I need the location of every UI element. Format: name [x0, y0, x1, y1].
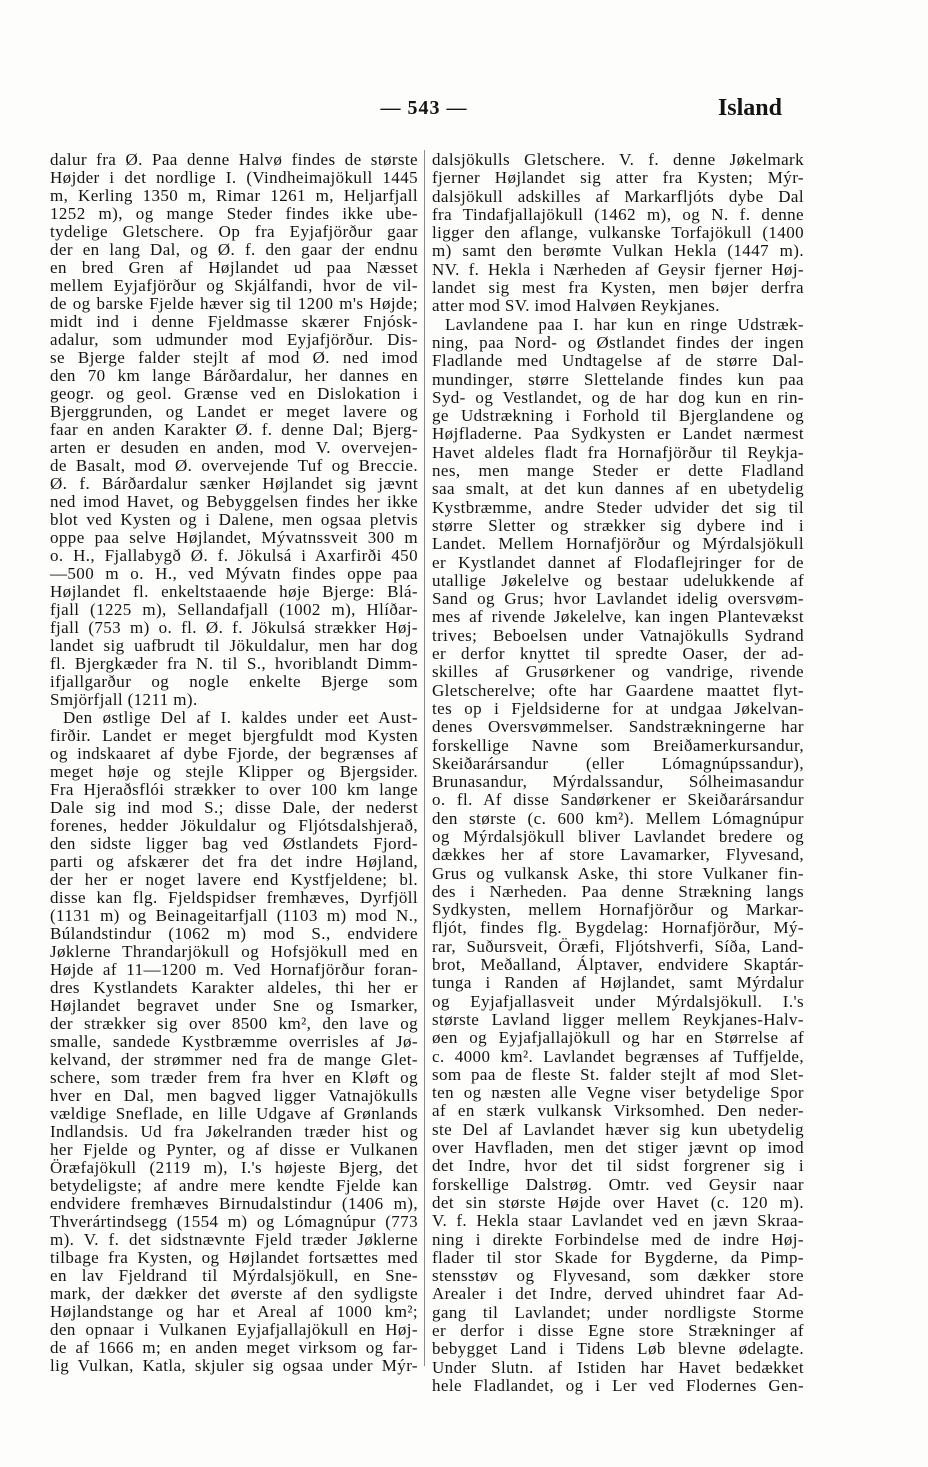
text-line: mellem Eyjafjörður og Skjálfandi, hvor de vil- — [50, 276, 418, 295]
text-line: ned imod Havet, og Bebyggelsen findes her ikke — [50, 492, 418, 511]
text-line: m). V. f. det sidstnævnte Fjeld træder Jøklerne — [50, 1230, 418, 1249]
text-line: Arealer i det Indre, derved uhindret faar Ad- — [432, 1284, 804, 1304]
text-line: landet sig uafbrudt til Jökuldalur, men har dog — [50, 636, 418, 655]
text-line: dækkes her af store Lavamarker, Flyvesand, — [432, 845, 804, 865]
running-head: Island — [717, 95, 782, 121]
text-line: Skeiðarársandur (eller Lómagnúpssandur), — [432, 753, 804, 773]
text-line: bebygget Land i Tidens Løb blevne ødelagte. — [432, 1339, 804, 1359]
text-line: og indskaaret af dybe Fjorde, der begrænses af — [50, 744, 418, 763]
text-line: Búlandstindur (1062 m) mod S., endvidere — [50, 924, 418, 943]
text-line: det Indre, hvor det til sidst forgrener sig i — [432, 1156, 804, 1176]
text-line: Højlandstange og har et Areal af 1000 km²; — [50, 1302, 418, 1321]
text-line: dalsjökull adskilles af Markarfljóts dybe Dal — [432, 186, 804, 206]
text-line: hele Fladlandet, og i Ler ved Flodernes Gen- — [432, 1375, 804, 1395]
text-line: flader til stor Skade for Bygderne, da Pimp- — [432, 1247, 804, 1267]
text-line: Landet. Mellem Hornafjörður og Mýrdalsjökull — [432, 534, 804, 554]
text-line: faar en anden Karakter Ø. f. denne Dal; Bjerg- — [50, 420, 418, 439]
text-line: m) samt den berømte Vulkan Hekla (1447 m). — [432, 241, 804, 261]
text-line: Ø. f. Bárðardalur sænker Højlandet sig jævnt — [50, 474, 418, 493]
text-column-right — [432, 151, 804, 1395]
text-line: hver en Dal, men bagved ligger Vatnajökulls — [50, 1086, 418, 1105]
text-line: betydeligste; af andre mere kendte Fjelde kan — [50, 1176, 418, 1195]
paragraph — [432, 316, 804, 1396]
text-line: største Lavland ligger mellem Reykjanes-Halv- — [432, 1009, 804, 1029]
text-line: mundinger, større Slettelande findes kun paa — [432, 369, 804, 389]
text-line: de og barske Fjelde hæver sig til 1200 m's Højde; — [50, 294, 418, 313]
text-line: der strækker sig over 8500 km², den lave og — [50, 1014, 418, 1033]
text-line: blot ved Kysten og i Dalene, men ogsaa pletvis — [50, 510, 418, 529]
paragraph — [50, 709, 418, 1375]
text-line: rar, Suðursveit, Öræfi, Fljótshverfi, Síða, Land- — [432, 936, 804, 956]
text-line: tes op i Fjeldsiderne for at undgaa Jøkelvan- — [432, 698, 804, 718]
text-line: Havet aldeles fladt fra Hornafjörður til Reykja- — [432, 442, 804, 462]
text-line: des i Nærheden. Paa denne Strækning langs — [432, 881, 804, 901]
text-line: Lavlandene paa I. har kun en ringe Udstræk- — [445, 314, 804, 334]
text-line: dalur fra Ø. Paa denne Halvø findes de største — [50, 150, 418, 169]
text-line: den sidste ligger bag ved Østlandets Fjord- — [50, 834, 418, 853]
text-line: Jøklerne Thrandarjökull og Hofsjökull med en — [50, 942, 418, 961]
text-line: en bred Gren af Højlandet ud paa Næsset — [50, 258, 418, 277]
text-line: fljót, findes flg. Bygdelag: Hornafjörður, Mý- — [432, 918, 804, 938]
text-line: ge Udstrækning i Forhold til Bjerglandene og — [432, 406, 804, 426]
text-line: fl. Bjergkæder fra N. til S., hvoriblandt Dimm- — [50, 654, 418, 673]
text-line: (1131 m) og Beinageitarfjall (1103 m) mod N., — [50, 906, 418, 925]
text-line: gang til Lavlandet; under nordligste Storme — [432, 1302, 804, 1322]
text-line: ten og næsten alle Vegne viser betydelige Spor — [432, 1083, 804, 1103]
paragraph — [50, 151, 418, 709]
text-line: som paa de fleste St. falder stejlt af mod Slet- — [432, 1064, 804, 1084]
text-line: er derfor i disse Egne store Strækninger af — [432, 1321, 804, 1340]
text-line: Højde af 11—1200 m. Ved Hornafjörður foran- — [50, 960, 418, 979]
text-line: Grus og vulkansk Aske, thi store Vulkaner fin- — [432, 863, 804, 883]
text-line: af en stærk vulkansk Virksomhed. Den neder- — [432, 1101, 804, 1121]
text-line: —500 m o. H., ved Mývatn findes oppe paa — [50, 564, 418, 583]
text-line: meget høje og stejle Klipper og Bjergsider. — [50, 762, 418, 781]
text-line: vældige Sneflade, en lille Udgave af Grønlands — [50, 1104, 418, 1123]
text-line: Kystbræmme, andre Steder udvider det sig til — [432, 497, 804, 517]
text-line: tunga i Randen af Højlandet, samt Mýrdalur — [432, 973, 804, 993]
text-line: den 70 km lange Bárðardalur, her dannes en — [50, 366, 418, 385]
text-line: er derfor knyttet til spredte Oaser, der ad- — [432, 644, 804, 664]
text-line: tydelige Gletschere. Op fra Eyjafjörður gaar — [50, 222, 418, 241]
text-line: atter mod SV. imod Halvøen Reykjanes. — [432, 296, 720, 316]
text-line: en lav Fjeldrand til Mýrdalsjökull, en Sne- — [50, 1266, 418, 1285]
text-line: NV. f. Hekla i Nærheden af Geysir fjerner Høj- — [432, 259, 804, 279]
text-line: mes af rivende Jøkelelve, kan ingen Plantevækst — [432, 607, 804, 627]
text-line: Dale sig ind mod S.; disse Dale, der nederst — [50, 798, 418, 817]
text-line: Öræfajökull (2119 m), I.'s højeste Bjerg, det — [50, 1158, 418, 1177]
text-line: Fra Hjeraðsflói strækker to over 100 km lange — [50, 780, 418, 799]
text-line: endvidere fremhæves Birnudalstindur (1406 m), — [50, 1194, 418, 1213]
text-line: de af 1666 m; en anden meget virksom og far- — [50, 1338, 418, 1357]
text-line: er Kystlandet dannet af Flodaflejringer for de — [432, 552, 804, 572]
text-line: trives; Beboelsen under Vatnajökulls Sydrand — [432, 625, 804, 645]
text-line: lig Vulkan, Katla, skjuler sig ogsaa under Mýr- — [50, 1356, 418, 1375]
text-line: Smjörfjall (1211 m). — [50, 690, 198, 709]
text-line: parti og afskærer det fra det indre Højland, — [50, 852, 418, 871]
text-line: denes Oversvømmelser. Sandstrækningerne har — [432, 717, 804, 737]
text-line: større Sletter og strækker sig dybere ind i — [432, 515, 804, 535]
text-line: ifjallgarður og nogle enkelte Bjerge som — [50, 672, 418, 691]
text-line: Højlandet begravet under Sne og Ismarker, — [50, 996, 418, 1015]
text-line: Thverártindsegg (1554 m) og Lómagnúpur (773 — [50, 1212, 418, 1231]
text-line: ning, paa Nord- og Østlandet findes der ingen — [432, 332, 804, 352]
text-line: tilbage fra Kysten, og Højlandet fortsættes med — [50, 1248, 418, 1267]
text-line: ligger den aflange, vulkanske Torfajökull (1400 — [432, 223, 804, 243]
text-line: c. 4000 km². Lavlandet begrænses af Tuffjelde, — [432, 1046, 804, 1066]
text-line: Syd- og Vestlandet, og de har dog kun en rin- — [432, 387, 804, 407]
text-line: mark, der dækker det øverste af den sydligste — [50, 1284, 418, 1303]
text-line: fjall (753 m) o. fl. Ø. f. Jökulsá strækker Høj- — [50, 618, 418, 637]
text-line: Fladlande med Undtagelse af de større Dal- — [432, 351, 804, 371]
text-line: og Mýrdalsjökull bliver Lavlandet bredere og — [432, 826, 804, 846]
text-line: Sand og Grus; hvor Lavlandet idelig oversvøm- — [432, 589, 804, 609]
paragraph — [432, 151, 804, 316]
text-line: dres Kystlandets Karakter aldeles, thi her er — [50, 978, 418, 997]
text-line: o. fl. Af disse Sandørkener er Skeiðarársandur — [432, 790, 804, 810]
text-line: Højfladerne. Paa Sydkysten er Landet nærmest — [432, 424, 804, 444]
text-line: stensstøv og Flyvesand, som dækker store — [432, 1266, 804, 1286]
text-line: over Havfladen, men det stiger jævnt op imod — [432, 1138, 804, 1158]
page-number: — 543 — — [380, 97, 468, 119]
text-line: fjall (1225 m), Sellandafjall (1002 m), Hlíðar- — [50, 600, 418, 619]
text-line: Gletscherelve; ofte har Gaardene maattet flyt- — [432, 680, 804, 700]
text-line: utallige Jøkelelve og bestaar udelukkende af — [432, 570, 804, 590]
text-line: forskellige Dalstrøg. Omtr. ved Geysir naar — [432, 1174, 804, 1194]
text-line: skilles af Grusørkener og vandrige, rivende — [432, 662, 804, 682]
text-line: Brunasandur, Mýrdalssandur, Sólheimasandur — [432, 772, 804, 792]
text-line: Bjerggrunden, og Landet er meget lavere og — [50, 402, 418, 421]
text-line: Den østlige Del af I. kaldes under eet Aust- — [63, 708, 418, 727]
text-line: Sydkysten, mellem Hornafjörður og Markar- — [432, 900, 804, 920]
text-line: dalsjökulls Gletschere. V. f. denne Jøkelmark — [432, 150, 804, 169]
text-line: ste Del af Lavlandet hæver sig kun ubetydelig — [432, 1119, 804, 1139]
text-line: smalle, sandede Kystbræmme overrisles af Jø- — [50, 1032, 418, 1051]
text-line: se Bjerge falder stejlt af mod Ø. ned imod — [50, 348, 418, 367]
text-line: her Fjelde og Pynter, og af disse er Vulkanen — [50, 1140, 418, 1159]
text-line: saa smalt, at det kun dannes af en ubetydelig — [432, 479, 804, 499]
text-line: ning i direkte Forbindelse med de indre Høj- — [432, 1229, 804, 1249]
text-line: forskellige Navne som Breiðamerkursandur, — [432, 735, 804, 755]
text-line: m, Kerling 1350 m, Rimar 1261 m, Heljarfjall — [50, 186, 418, 205]
text-line: øen og Eyjafjallajökull og har en Størrelse af — [432, 1028, 804, 1048]
text-line: o. H., Fjallabygð Ø. f. Jökulsá i Axarfirði 450 — [50, 546, 418, 565]
text-line: der her er noget lavere end Kystfjeldene; bl. — [50, 870, 418, 889]
text-line: nes, men mange Steder er dette Fladland — [432, 461, 804, 481]
text-line: fra Tindafjallajökull (1462 m), og N. f. denne — [432, 204, 804, 224]
text-line: midt ind i denne Fjeldmasse skærer Fnjósk- — [50, 312, 418, 331]
text-line: oppe paa selve Højlandet, Mývatnssveit 300 m — [50, 528, 418, 547]
text-line: Under Slutn. af Istiden har Havet bedækket — [432, 1357, 804, 1377]
text-line: Indlandsis. Ud fra Jøkelranden træder hist og — [50, 1122, 418, 1141]
text-line: forenes, hedder Jökuldalur og Fljótsdalshjerað, — [50, 816, 418, 835]
text-line: brot, Meðalland, Álptaver, endvidere Skaptár- — [432, 955, 804, 975]
text-line: Højder i det nordlige I. (Vindheimajökull 1445 — [50, 168, 418, 187]
text-line: schere, som træder frem fra hver en Kløft og — [50, 1068, 418, 1087]
column-rule — [424, 150, 425, 1366]
text-line: der en lang Dal, og Ø. f. den gaar der endnu — [50, 240, 418, 259]
text-line: 1252 m), og mange Steder findes ikke ube- — [50, 204, 418, 223]
text-line: V. f. Hekla staar Lavlandet ved en jævn Skraa- — [432, 1211, 804, 1231]
text-line: den opnaar i Vulkanen Eyjafjallajökull en Høj- — [50, 1320, 418, 1339]
text-column-left — [50, 151, 418, 1375]
text-line: adalur, som udmunder mod Eyjafjörður. Dis- — [50, 330, 418, 349]
text-line: den største (c. 600 km²). Mellem Lómagnúpur — [432, 808, 804, 828]
text-line: disse kan flg. Fjeldspidser fremhæves, Dyrfjöll — [50, 888, 418, 907]
text-line: og Eyjafjallasveit under Mýrdalsjökull. I.'s — [432, 991, 804, 1011]
text-line: kelvand, der strømmer ned fra de mange Glet- — [50, 1050, 418, 1069]
text-line: arten er desuden en anden, mod V. overvejen- — [50, 438, 418, 457]
text-line: landet sig mest fra Kysten, men bøjer derfra — [432, 278, 804, 298]
text-line: fjerner Højlandet sig atter fra Kysten; Mýr- — [432, 168, 804, 188]
text-line: Højlandet fl. enkeltstaaende høje Bjerge: Blá- — [50, 582, 418, 601]
text-line: geogr. og geol. Grænse ved en Dislokation i — [50, 384, 418, 403]
text-line: det sin største Højde over Havet (c. 120 m). — [432, 1192, 804, 1212]
text-line: de Basalt, mod Ø. overvejende Tuf og Breccie. — [50, 456, 418, 475]
text-line: firðir. Landet er meget bjergfuldt mod Kysten — [50, 726, 418, 745]
